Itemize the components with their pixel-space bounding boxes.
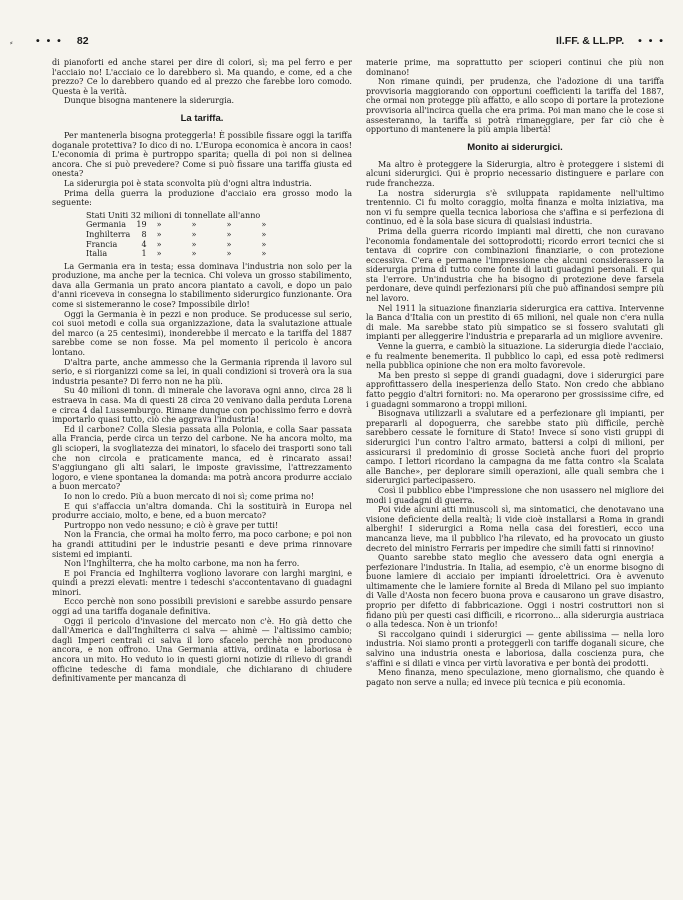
- table-row: [86, 249, 296, 259]
- paragraph: La Germania era in testa; essa dominava l'industria non solo per la produzione, ma anche per la tecnica. Chi voleva un grosso stabilimento, dava alla Germania un prato ancora piantato a cavoli, e dopo un paio d'anni riceveva in consegna lo stabilimento siderurgico funzionante. Ora come si sistemeranno le cose? Impossibile dirlo!: [52, 261, 352, 310]
- country: Italia: [86, 249, 108, 259]
- ditto: »: [191, 229, 197, 239]
- paragraph: Non l'Inghilterra, che ha molto carbone, ma non ha ferro.: [64, 559, 300, 569]
- paragraph: Ma altro è proteggere la Siderurgia, altro è proteggere i sistemi di alcuni siderurgici. Qui è proprio necessario distinguere e parlare con rude franchezza.: [366, 159, 664, 188]
- country: Francia: [86, 239, 118, 249]
- paragraph: Io non lo credo. Più a buon mercato di noi sì; come prima no!: [64, 491, 315, 501]
- journal-title: Il.FF. & LL.PP.: [556, 35, 625, 47]
- value: 8: [141, 229, 147, 239]
- section-title-tariffa: La tariffa.: [180, 112, 224, 124]
- ditto: »: [156, 249, 162, 259]
- paragraph: Purtroppo non vedo nessuno; e ciò è grave per tutti!: [64, 520, 279, 530]
- paragraph: Ecco perchè non sono possibili previsioni e sarebbe assurdo pensare oggi ad una tariffa doganale definitiva.: [52, 597, 352, 617]
- page-number: 82: [76, 35, 89, 47]
- ditto: »: [261, 239, 267, 249]
- ditto: »: [226, 239, 232, 249]
- paragraph: Così il pubblico ebbe l'impressione che non usassero nel migliore dei modi i guadagni di guerra.: [366, 485, 664, 505]
- paragraph: Quanto sarebbe stato meglio che avessero data ogni energia a perfezionare l'industria. In Italia, ad esempio, c'è un enorme bisogno di buone lamiere di acciaio per impianti idroelettrici. Ora è avvenuto ultimamente che le lamiere fornite al Breda di Milano pel suo impianto di Valle d'Aosta non fecero buona prova e causarono un grave disastro, proprio per difetto di fabbricazione. Oggi i nostri costruttori non si fidano più per questi casi difficili, e ricorrono... alla siderurgia austriaca o alla tedesca. Non è un trionfo!: [366, 553, 664, 630]
- paragraph: La nostra siderurgia s'è sviluppata rapidamente nell'ultimo trentennio. Ci fu molto coraggio, molta finanza e molta iniziativa, ma non vi fu sempre quella tecnica laboriosa che s'affina e si perfeziona di continuo, ed è la sola base sicura di qualsiasi industria.: [366, 188, 664, 227]
- stats-rows: [86, 220, 296, 258]
- ditto: »: [191, 239, 197, 249]
- table-row: [86, 240, 296, 250]
- paragraph: Ma ben presto si seppe di grandi guadagni, dove i siderurgici pare approfittassero della inesperienza dello Stato. Non credo che abbiano fatto peggio d'altri fornitori: no. Ma operarono per grossissime cifre, ed i guadagni sommarono a troppi milioni.: [366, 370, 664, 409]
- header-left-dots: • • •: [36, 35, 63, 47]
- paragraph: Oggi la Germania è in pezzi e non produce. Se producesse sul serio, coi suoi metodi e colla sua organizzazione, data la svalutazione attuale del marco (a 25 centesimi), inonderebbe il mercato e la tariffa del 1887 sarebbe come se non fosse. Ma pel momento il pericolo è ancora lontano.: [52, 309, 352, 358]
- paragraph: di pianoforti ed anche starei per dire di colori, sì; ma pel ferro e per l'acciaio no! L'acciaio ce lo darebbero sì. Ma quando, e come, ed a che prezzo? Ce lo darebbero quando ed al prezzo che farebbe loro comodo. Questa è la verità.: [52, 58, 352, 96]
- stats-header: Stati Uniti 32 milioni di tonnellate all'anno: [86, 210, 261, 220]
- ditto: »: [261, 229, 267, 239]
- ditto: »: [191, 249, 197, 259]
- paragraph: E poi Francia ed Inghilterra vogliono lavorare con larghi margini, e quindi a prezzi elevati: mentre i tedeschi s'accontentavano di guadagni minori.: [52, 568, 352, 597]
- paragraph: Non rimane quindi, per prudenza, che l'adozione di una tariffa provvisoria maggiorando con opportuni coefficienti la tariffa del 1887, che ormai non protegge più affatto, e allo scopo di portare la protezione provvisoria all'incirca quella che era prima. Poi man mano che le cose si assesteranno, la tariffa si potrà rimaneggiare, per far ciò che è opportuno di mantenere la più ampia libertà!: [366, 77, 664, 135]
- section-title-monito: Monito ai siderurgici.: [467, 141, 563, 153]
- table-row: [86, 220, 296, 230]
- steel-production-table: [86, 211, 352, 259]
- ditto: »: [226, 220, 232, 230]
- ditto: »: [156, 229, 162, 239]
- paragraph: Ed il carbone? Colla Slesia passata alla Polonia, e colla Saar passata alla Francia, perde circa un terzo del carbone. Ne ha ancora molto, ma gli scioperi, la svogliatezza dei minatori, lo sfacelo dei trasporti sono tali che non circola e praticamente manca, ed è rincarato assai! S'aggiungano gli alti salari, le imposte gravissime, l'attrezzamento logoro, e viene spontanea la domanda: ma potrà ancora produrre acciaio a buon mercato?: [52, 424, 352, 492]
- header-left: [36, 35, 89, 47]
- paragraph: Dunque bisogna mantenere la siderurgia.: [64, 96, 235, 106]
- paragraph: Meno finanza, meno speculazione, meno giornalismo, che quando è pagato non serve a nulla; ed invece più tecnica e più economia.: [366, 668, 664, 687]
- paragraph: Prima della guerra ricordo impianti mal diretti, che non curavano l'economia fondamentale dei sottoprodotti; ricordo errori tecnici che si tentava di coprire con combinazioni finanziarie, o con protezione eccessiva. C'era e permane l'impressione che alcuni considerassero la siderurgia prima di tutto come fonte di lauti guadagni personali. E qui sta l'errore. Un'industria che ha bisogno di protezione deve farsela perdonare, deve quindi perfezionarsi più che può affinandosi sempre più nel lavoro.: [366, 226, 664, 304]
- country: Germania: [86, 220, 127, 230]
- value: 19: [136, 220, 147, 230]
- paragraph: Bisognava utilizzarli a svalutare ed a perfezionare gli impianti, per prepararli al dopoguerra, che sarebbe stato più difficile, perchè sarebbero cessate le forniture di Stato! Invece si sono visti gruppi di siderurgici l'un contro l'altro armato, battersi a colpi di milioni, per assicurarsi il predominio di grosse Società anche fuori del proprio campo. I lettori ricordano la campagna da me fatta contro «la Scalata alle Banche», per deplorare simili operazioni, alle quali sembra che i siderurgici partecipassero.: [366, 409, 664, 486]
- ditto: »: [226, 249, 232, 259]
- ditto: »: [156, 220, 162, 230]
- paragraph: D'altra parte, anche ammesso che la Germania riprenda il lavoro sul serio, e si riorganizzi come sa lei, in quali condizioni si troverà ora la sua industria pesante? Di ferro non ne ha più.: [52, 357, 352, 386]
- value: 4: [141, 239, 147, 249]
- left-column: [52, 58, 352, 890]
- country: Inghilterra: [86, 229, 131, 239]
- table-row: [86, 230, 296, 240]
- paragraph: Nel 1911 la situazione finanziaria siderurgica era cattiva. Intervenne la Banca d'Italia con un prestito di 65 milioni, nel quale non c'era nulla di male. Ma sarebbe stato più simpatico se si fossero svalutati gli impianti per alleggerire l'industria e prepararla ad un migliore avvenire.: [366, 303, 664, 342]
- header-right-dots: • • •: [638, 35, 665, 47]
- paragraph: La siderurgia poi è stata sconvolta più d'ogni altra industria.: [64, 178, 312, 188]
- paragraph: Su 40 milioni di tonn. di minerale che lavorava ogni anno, circa 28 li estraeva in casa. Ma di questi 28 circa 20 venivano dalla perduta Lorena e circa 4 dal Lussemburgo. Rimane dunque con pochissimo ferro e dovrà importarlo quasi tutto, ciò che aggrava l'industria!: [52, 386, 352, 425]
- paragraph: Per mantenerla bisogna proteggerla! È possibile fissare oggi la tariffa doganale protettiva? Io dico di no. L'Europa economica è ancora in caos! L'economia di prima è purtroppo sparita; quella di poi non si delinea ancora. Che si può prevedere? Come si può fissare una tariffa giusta ed onesta?: [52, 130, 352, 179]
- header-right: [556, 35, 665, 47]
- paragraph: materie prime, ma soprattutto per scioperi continui che più non dominano!: [366, 58, 664, 77]
- right-column: [366, 58, 664, 890]
- paragraph: Venne la guerra, e cambiò la situazione. La siderurgia diede l'acciaio, e fu realmente benemerita. Il pubblico lo capì, ed essa potè redimersi nella pubblica opinione che non era molto favorevole.: [366, 342, 664, 371]
- value: 1: [141, 249, 147, 259]
- margin-mark: ⸗: [10, 38, 13, 47]
- ditto: »: [261, 220, 267, 230]
- ditto: »: [261, 249, 267, 259]
- paragraph: Poi vide alcuni atti minuscoli sì, ma sintomatici, che denotavano una visione deficiente della realtà; li vide cioè installarsi a Roma in grandi alberghi! I siderurgici a Roma nella casa dei forestieri, ecco una mancanza lieve, ma il pubblico l'ha rilevato, ed ha provocato un giusto decreto del ministro Ferraris per impedire che simili fatti si rinnovino!: [366, 505, 664, 553]
- paragraph: Non la Francia, che ormai ha molto ferro, ma poco carbone; e poi non ha grandi attitudini per le industrie pesanti e deve prima rinnovare sistemi ed impianti.: [52, 530, 352, 559]
- ditto: »: [156, 239, 162, 249]
- paragraph: Si raccolgano quindi i siderurgici — gente abilissima — nella loro industria. Noi siamo pronti a proteggerli con tariffe doganali sicure, che salvino una industria onesta e laboriosa, dalla coscienza pura, che s'affini e si dilati e vinca per virtù lavorativa e per bontà dei prodotti.: [366, 629, 664, 668]
- paragraph: Prima della guerra la produzione d'acciaio era grosso modo la seguente:: [52, 188, 352, 208]
- page-header: [36, 33, 665, 49]
- paragraph: Oggi il pericolo d'invasione del mercato non c'è. Ho già detto che dall'America e dall'Inghilterra ci salva — ahimè — l'altissimo cambio; dagli Imperi centrali ci salva il loro sfacelo perchè non producono ancora, e non offrono. Una Germania attiva, ordinata e laboriosa è ancora un mito. Ho veduto io in questi giorni notizie di rilievo di grandi officine tedesche di fama mondiale, che dichiarano di chiudere definitivamente per mancanza di: [52, 616, 352, 684]
- paragraph: E qui s'affaccia un'altra domanda. Chi la sostituirà in Europa nel produrre acciaio, molto, e bene, ed a buon mercato?: [52, 501, 352, 521]
- ditto: »: [226, 229, 232, 239]
- ditto: »: [191, 220, 197, 230]
